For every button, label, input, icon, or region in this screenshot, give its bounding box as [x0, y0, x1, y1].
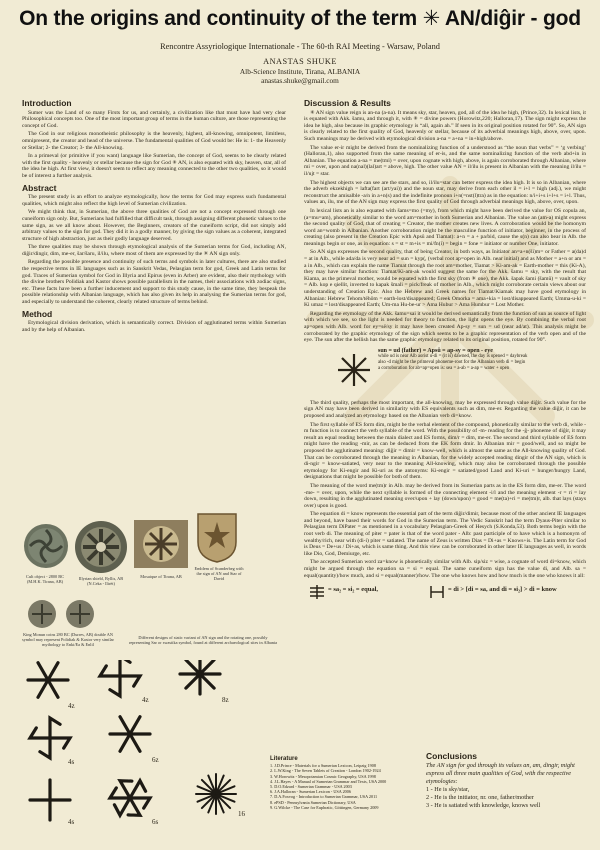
- discussion-paragraph: ✳ AN sign value reign is an-na (a-na). It means sky, star, heaven, god, all of the idea he high, (Prince,32). In lexical lists, it is equated with Akk. šamu, and through it, with ✳ = divine powers (Horowitz,220; Halloran,17). The sign might express the idea he high, also because its graphic etymology is “all, again ah.” If seen in its original position rotated for 90°. So, AN sign is clearly related to the first quality of God, heavenly or stellar, because of its adverbial meanings high, above, over, upon. Such meanings may be derived with etymological division a-na = a+na = in+high/above.: [304, 109, 586, 142]
- literature-item: 3. W.Horowitz - Mesopotamian Cosmic Geography, USA 1998: [270, 773, 376, 779]
- an-sign-variant-icon: [110, 717, 150, 752]
- variant-label: 6s: [152, 818, 159, 826]
- literature-item: 9. G.Wilcke - The Case for Euphratic, Göttingen, Germany 2009: [270, 804, 379, 810]
- variant-label: 4z: [68, 702, 75, 710]
- abstract-paragraph: The present study is an effort to analyze etymologically, how the terms for God may express such fundamental qualities, which might also reflect the high level of Sumerian civilization.: [22, 194, 286, 207]
- emblem-caption: Emblem of Scanderbeg with the sign of AN and Star of David: [194, 566, 244, 581]
- variant-label: 16: [238, 810, 245, 818]
- literature-item: 8. ePSD - Pennsylvania Sumerian Dictionary, USA: [270, 799, 356, 805]
- abstract-paragraph: The three qualities may be shown through etymological analysis of the Sumerian terms for God, including AN, diĝir/dingir, dim, me-er, šar/šaru, il/ilu, where most of them are expressed by the ✳ AN sign only.: [22, 244, 286, 257]
- literature-section: [270, 757, 440, 810]
- literature-item: 6. J.A.Halloran - Sumerian Lexicon - USA 2006: [270, 789, 351, 795]
- literature-item: 4. J.L.Hayes - A Manual of Sumerian Grammar and Texts, USA 2000: [270, 778, 387, 784]
- abstract-heading: Abstract: [22, 182, 57, 193]
- formula-left: = sa₂ = si₂ = equal,: [328, 586, 379, 594]
- formula-right: = di > [di = sa, and di = si₂] > di = know: [448, 586, 557, 594]
- knowledge-formula-row: [304, 581, 586, 603]
- illyrian-shield-image: [74, 520, 128, 574]
- method-heading: Method: [22, 308, 53, 319]
- literature-heading: Literature: [270, 756, 298, 762]
- an-sign-variant-icon: [30, 718, 70, 758]
- an-sign-variant-icon: [110, 781, 150, 816]
- author-name: ANASTAS SHUKE: [263, 57, 337, 66]
- discussion-paragraph: The first syllable of ES form dim, might be the verbal element of the compound, phonetically similar to the verb di, while -m function is to connect the verb syllable of the word. With the possibility of -m- reading for the -ĝ- phoneme of diĝir, it may result an equal reading between the main dialect and ES forms, dim/r = dim, me-er. The second and third syllable of ES form might have the reading -mir, as can be deduced from the EK form dmir. In Albanian mir = good/well, and so might be proposed the agglutinated meaning: diĝir = dimir = know-well, which is almost the same as the All-knowing quality of God. That can be corroborated through the meaning in Albanian, for the widely accepted reading dingir of the AN sign, which is di-ngir = know-satiated, very near to the meaning All-knowing, which may also be corroborated through the possible etymology for Ki-engir and Ki-uri as the antonyms: Ki-engir = satiated/good Land and Ki-uri = hunger/hungry Land, designations that might be possible for both of them.: [304, 421, 586, 481]
- an-sign-variant-icon: [30, 780, 70, 820]
- author-email[interactable]: anastas.shuke@gmail.com: [261, 76, 339, 85]
- conclusion-item: 2 - He is the initiator, nr. one, father/mother: [426, 794, 534, 801]
- king-monun-coins-image: [24, 598, 104, 630]
- method-paragraph: Etymological division derivation, which is semantically correct. Division of agglutinated terms within Sumerian and by the help of Albanian.: [22, 320, 286, 333]
- discussion-paragraph: The third quality, perhaps the most important, the all-knowing, may be expressed through value diĝir. Such value for the sign AN may have been derived in similarity with ES equivalents such as dim, me-er. Regarding the value diĝir, it can be proposed and analyzed an etymology based on the Albanian verb di=know.: [304, 399, 586, 419]
- discussion-paragraph: Regarding the etymology of the Akk. šamu=sai it would be derived semantically from the function of sun as source of light with which we see, so the light is needed for theory to function, the light opens the eye. By combining the verbal root ap=open with Alb. word for ey=së/sy it may have been created Ap-sy = sun = ud (near ad/at). This analysis might be corroborated by the graphic etymology of the sign which seems to be a graphic representation of the verb open and of the eye. The sun after the hellish has the same graphic etymology related to its original position, rotated for 90°.: [304, 310, 586, 344]
- conference-subtitle: Rencontre Assyriologique Internationale - The 60-th RAI Meeting - Warsaw, Poland: [160, 42, 440, 51]
- abstract-paragraph: We might think that, in Sumerian, the above three qualities of God are not a concept expressed through one cuneiform sign only. But, Sumerians had fulfilled that difficult task, through assigning different phonetic values to the same sign, as we all know about. However, the Beginners, creators of the cuneiform script, did not simply add arbitrary values to the sign for god. They did it in a godly manner, by giving the sign values as a coherent, integrated structure of high abstraction, just as their godly language deserved.: [22, 209, 286, 242]
- variant-label: 4s: [68, 758, 75, 766]
- ud-line: while ud is near Alb aorist u-di = (it is) dawned, the day is opened = daybreak: [378, 353, 528, 359]
- conclusion-item: 1 - He is sky/star,: [426, 786, 470, 793]
- ud-line: a corroboration for ab=ap=open is: sea = a-ab = a-ap = water + open: [378, 365, 510, 371]
- discussion-paragraph: The equation di = know represents the essential part of the term diĝir/dimir, because most of the other ancient IE languages and beyond, have based their words for God in the Sumerian term. The Vedic Sanskrit had the term Dyaus-Piter similar to Pelasgian term DiPater = as mentioned in a vocabulary Pelasgian-Greek of Hesych (S.Konda,53). Both terms begin with the root verb di. The meaning of piter = pater is that of the word pater - Alb: past participle of to have which is a homonym of wealthy/rich, near with (di-i) piter = satiated. The name of Zeus is written Dias = Di+as = Knows+is. The Latin term for God is Deus = De+us / Di+as, which is same thing. And this view can be corroborated in other later IE languages as well, in words like Dio, God, Demiurge, etc.: [304, 511, 586, 557]
- ud-line: also -d might be the primeval phoneme-root for the Albanian verb di = begin: [378, 359, 526, 365]
- page-title: On the origins and continuity of the term ✳ AN/diĝir - god: [19, 7, 581, 30]
- right-column: [304, 100, 586, 603]
- variant-label: 6z: [152, 756, 159, 764]
- discussion-paragraph: The meaning of the word me(tm)r in Alb. may be derived from its Sumerian parts as in the ES form dim, me-er. The word -me- = over, upon, while the next syllable is formed of the connecting element -i/l and the meaning element -r = ri = lay down, resulting in the agglutinated meaning over/upon + lay (down/upon) = good = me(ta)+ri = me(tm)r, alb. that lays (stays over) upon is good.: [304, 482, 586, 509]
- an-sign-variants-figure: [20, 660, 290, 840]
- cult-object-coin-image: [22, 522, 70, 572]
- variants-caption: Different designs of static variant of AN sign and the rotating one, possibly representing Sar or swastika symbol, found at different archaeological sites in Albania: [128, 635, 278, 645]
- conclusions-section: [426, 752, 586, 810]
- conclusion-item: 3 - He is satiated with knowledge, knows well: [426, 802, 541, 809]
- abstract-paragraph: Regarding the possible presence and continuity of such terms and symbols in later cultures, there are also studied the respective terms in IE languages such as in Sanskrit Vedas, Pelasgian term for god, Greek and Latin terms for god. Traces of Sumerian symbol for God in Illyria and Epirus (even in Arber) are evident, also their mythology with the divine brothers Polidiak and Kastor shows possible parallelism in the names, their associations with zodiac signs, etc. These facts have been a further inducement and support to this study cause, in the same time, they bespeak the possible relationship with Albanian language, which has also given its help in analysing the Sumerian terms for god, and especially to understand the coherent, clearly related structure of terms behind.: [22, 259, 286, 306]
- sun-etymology-block: [304, 346, 586, 398]
- an-sign-variant-icon: [180, 660, 220, 694]
- an-sign-variant-icon: [28, 663, 68, 698]
- ud-sun-sign-icon: [334, 350, 374, 390]
- cult-object-caption: Cult object - 2800 BC (M.H.K. Tirana, AB): [26, 574, 64, 584]
- intro-heading: Introduction: [22, 98, 72, 108]
- king-coins-caption: King Monun coins 280 BC (Durres, AB) double AN symbol may represent Polidiak & Kastor very similar mythology to Enki/Ea & Enlil: [21, 632, 114, 647]
- left-column: [22, 100, 286, 335]
- variant-label: 8z: [222, 696, 229, 704]
- intro-paragraph: The God in our religious monotheistic philosophy is the heavenly, highest, all-knowing, omnipotent, limitless, omnipresent, the creator and head of the universe. The fundamental qualities of God would be: He is: 1- the Heavenly or Stellar; 2- the Creator; 3- the All-knowing.: [22, 131, 286, 151]
- discussion-paragraph: The accepted Sumerian word za=know is phonetically similar with Alb. sip/siz = wise, a cognate of word di=know, which might be argued through the equation sa = si = equal. The same cuneiform sign has the value di, and Alb. sa = equal(quantity)/how much, and si = equal(manner)/how. The one who knows how and how much is the one who knows it all:: [304, 559, 586, 579]
- scanderbeg-emblem-image: [196, 512, 238, 564]
- sa-sign-icon: [308, 583, 326, 601]
- an-sign-variant-icon: [100, 660, 140, 696]
- discussion-paragraph: In lexical lists an is also equated with šams=mo (=my), from which might have been derived the value for OS copula an, (a=mu=am), phonetically similar to the word am=mother in both Sumerian and Albanian. The value an (am-a) might express the second quality of God, that of creating = Creator, the mother creates new lives. A corroboration would be the homonym word an=womb in Albanian. Another corroboration might be the masculine function of initiator, beginner, in the process of creating (also present in the Creation Epic with Apsû and Tiamat): a+n = a + pa/bid, cause the s(n) can also bear in Alb. the meanings begin or one, as in equation: s = st = m+is = mi/fn(i) = begin = fone = initiator or number One, initiator.: [304, 207, 586, 247]
- literature-item: 1. J.D.Prince - Materials for a Sumerian Lexicon, Leipzig 1908: [270, 763, 376, 769]
- mosaic-tirana-image: [134, 520, 188, 568]
- variant-label: 4z: [142, 696, 149, 704]
- literature-item: 2. L.W.King - The Seven Tablets of Creation - London 1902-1924: [270, 768, 381, 774]
- di-sign-icon: [428, 583, 446, 601]
- an-sign-variant-icon: [196, 774, 236, 814]
- literature-item: 7. D.A.Foxvog - Introduction to Sumerian Grammar, USA 2011: [270, 794, 378, 800]
- variant-label: 4s: [68, 818, 75, 826]
- author-institute: Alb-Science Institute, Tirana, ALBANIA: [239, 67, 361, 76]
- conclusions-heading: Conclusions: [426, 751, 478, 761]
- literature-item: 5. D.O.Edzard - Sumerian Grammar - USA 2003: [270, 784, 352, 790]
- illyrian-shield-caption: Illyrian shield, Byllis, AB (N.Ceka - Ilirët): [78, 576, 124, 586]
- discussion-paragraph: So AN sign expresses the second quality, that of being Creator, in both ways, as Initiator an=a+n(ši)m= or Father = a(da)d = at in Alb., while ada/da is very near ad = sun = kyp(, (verbal root ap=open in Alb. near initial) and as Mother = a+n or am = a in Alb., which can explain the name Tiamat through the root am=mother, Tiamat > Ki-am-ak = Earth-mother = this (Ki-A), they may have similar function: Tiamat/Ki-am-ak would suggest the same for the Akk. šamu = sky, with the result that Kiama, as the primeval mother, would be equated with the first sky (from ✳ one), the Akk. šapak šami (šamû) = vault of sky = Alb. kop e qiellit, inverted to kapak šmali = pick/freak of mother in Alb., which might corroborate certain views about our understanding of Creation Epic. Also the Hebrew and Greek names for Tiamat/Kiamak may have good etymology in Albanian: Hebrew Tehom/tëhôm = earth-lost/disappeared; Greek Omorka = ama+kia = lost/disappeared Earth; Umma-u-ki = Ki umaz = lost/disappeared Earth; Um-ma Hu-be-ur > Ama Hubur > Ama Humbur = Lost Mother.: [304, 249, 586, 309]
- intro-paragraph: In a primeval (or primitive if you want) language like Sumerian, the concept of God, seems to be clearly related with the first quality - heavenly or stellar because the sign for God ✳ AN, is also equated with sky, heaven, star, all of the idea he high. At first view, it doesn't seem to reflect any meaning connected to the other two qualities, so it would be of interest a further analysis.: [22, 153, 286, 179]
- mosaic-caption: Mosaique of Tirana, AB: [140, 574, 182, 579]
- ud-line: sun = ud (father) = Apsû = ap-sy = open - eye: [378, 347, 493, 354]
- discussion-paragraph: The value er-ir might be derived from the nominalizing function of a understood as “the noun that verbs” = ‘g verbing’ (Halloran,1), also supported from the same meaning of er-is, and the same nominalizing function of the verb abd+in in Albanian. The equation a-na = me(tmi) = over, upon cognate with high, above, is again corroborated through Albanian, where mi = over, upon and na(nal)(lal)art = above, high. The other value AN = il/ilu is present in Albanian with the meaning il/ilu = il/ujt = star.: [304, 144, 586, 177]
- discussion-heading: Discussion & Results: [304, 98, 391, 108]
- conclusions-intro: The AN sign for god through its values an, am, dingir, might express all three main qualities of God, with the respective etymologies:: [426, 762, 575, 785]
- intro-paragraph: Sumer was the Land of so many Firsts for us, and certainly, a civilization like that must have had very clear Philosophical concepts too. One of the most important group of terms in the human culture, are those representing the concept of God.: [22, 109, 286, 129]
- discussion-paragraph: The highest objects we can see are the stars, and so, il/ilu=star can better express the idea high. It is so in Albanian, where the adverb ekzekhigh = lafta(fart (art/yai)) and the noun star, may derive from each other il = i+l = high (adj.), we might reconstruct the amisalble -a/n in a+n(s) and the indefinite pronoun i+n(=nst(l)tra) as in the equation: n/i+i+s i+l+s = i+l. Thus, values an, ilu, me of the AN sign may express the first quality of God through adverbial meanings high, above, over, upon.: [304, 179, 586, 206]
